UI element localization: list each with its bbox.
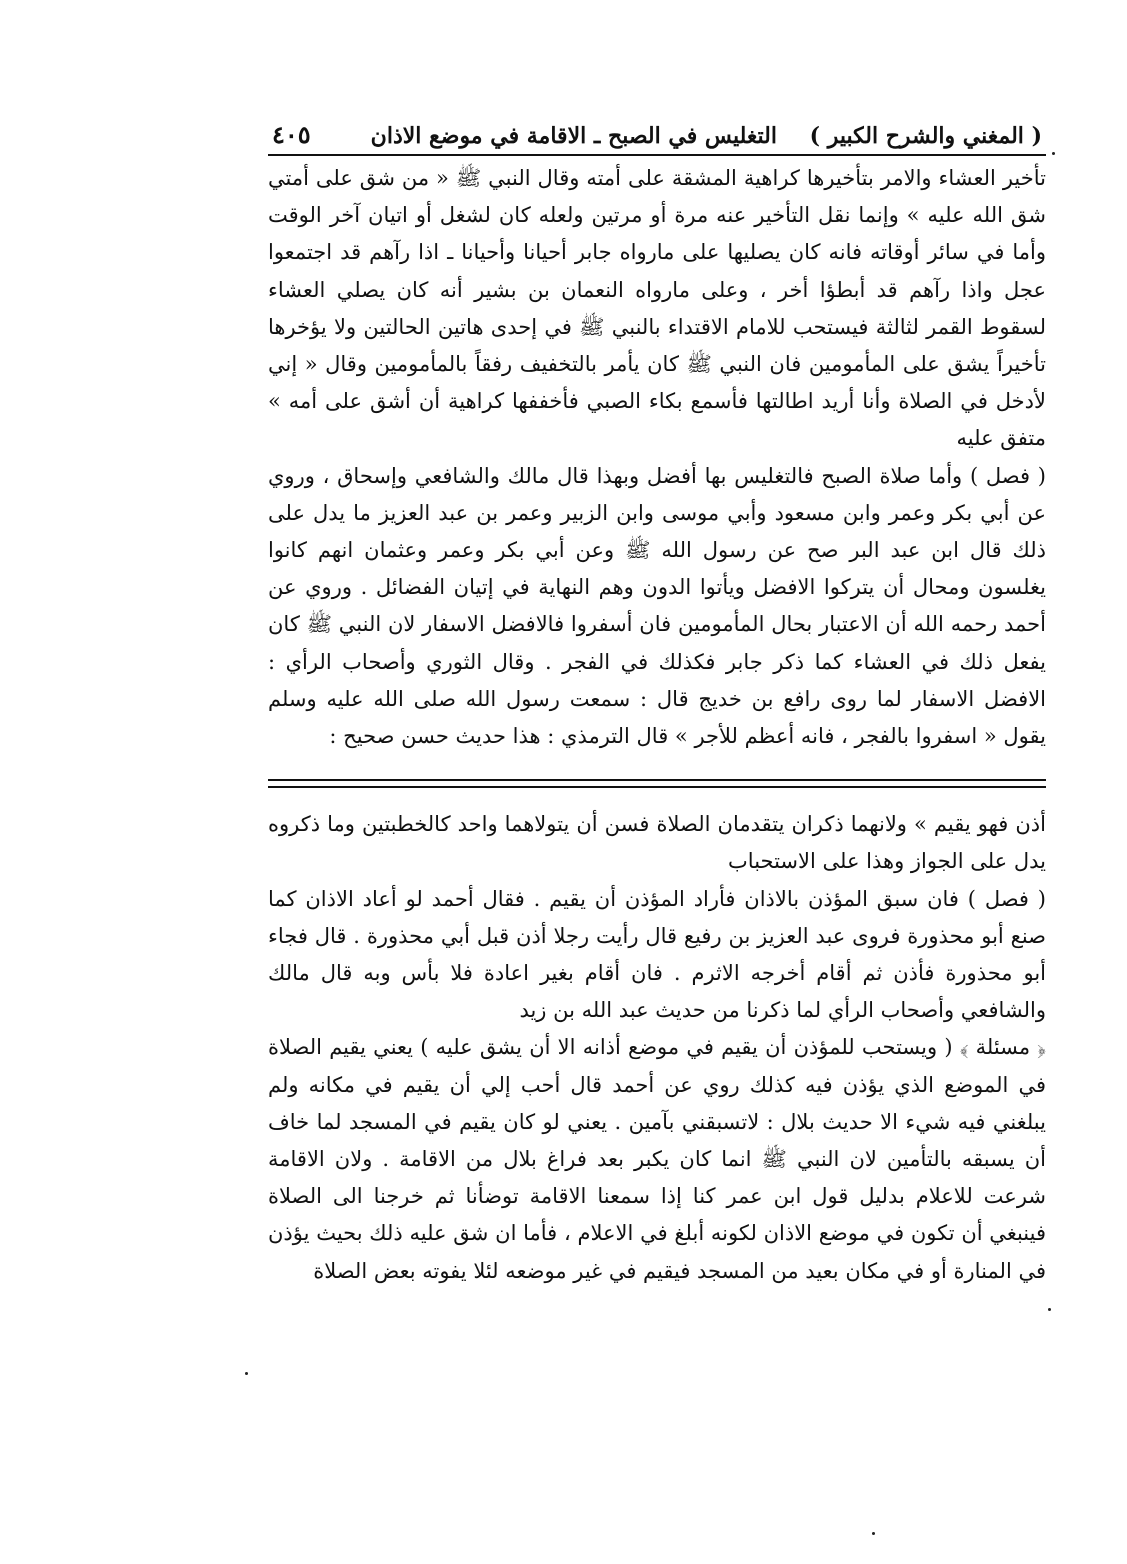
lower-text-block [268, 806, 1046, 1290]
paragraph: ﴿ مسئلة ﴾ ( ويستحب للمؤذن أن يقيم في موضع أذانه الا أن يشق عليه ) يعني يقيم الصلاة في الموضع الذي يؤذن فيه كذلك روي عن أحمد قال أحب إلي أن يقيم في مكانه ولم يبلغني فيه شيء الا حديث بلال : لاتسبقني بآمين . يعني لو كان يقيم في المسجد لما خاف أن يسبقه بالتأمين لان النبي ﷺ انما كان يكبر بعد فراغ بلال من الاقامة . ولان الاقامة شرعت للاعلام بدليل قول ابن عمر كنا إذا سمعنا الاقامة توضأنا ثم خرجنا الى الصلاة فينبغي أن تكون في موضع الاذان لكونه أبلغ في الاعلام ، فأما ان شق عليه ذلك بحيث يؤذن في المنارة أو في مكان بعيد من المسجد فيقيم في غير موضعه لئلا يفوته بعض الصلاة [268, 1035, 1046, 1283]
section-divider [268, 779, 1046, 788]
paragraph: تأخير العشاء والامر بتأخيرها كراهية المشقة على أمته وقال النبي ﷺ « من شق على أمتي شق الله عليه » وإنما نقل التأخير عنه مرة أو مرتين ولعله كان لشغل أو اتيان آخر الوقت وأما في سائر أوقاته فانه كان يصليها على مارواه جابر أحيانا وأحيانا ـ اذا رآهم قد اجتمعوا عجل واذا رآهم قد أبطؤا أخر ، وعلى مارواه النعمان بن بشير أنه كان يصلي العشاء لسقوط القمر لثالثة فيستحب للامام الاقتداء بالنبي ﷺ في إحدى هاتين الحالتين ولا يؤخرها تأخيراً يشق على المأمومين فان النبي ﷺ كان يأمر بالتخفيف رفقاً بالمأمومين وقال « إني لأدخل في الصلاة وأنا أريد اطالتها فأسمع بكاء الصبي فأخففها كراهية أن أشق على أمه » متفق عليه [268, 166, 1046, 451]
margin-dot [1048, 1308, 1051, 1311]
book-title: ( المغني والشرح الكبير ) [809, 123, 1042, 149]
section-subject: التغليس في الصبح ـ الاقامة في موضع الاذان [370, 123, 777, 149]
page-number: ٤٠٥ [272, 120, 311, 149]
margin-dot [1052, 152, 1055, 155]
paragraph: ( فصل ) وأما صلاة الصبح فالتغليس بها أفضل وبهذا قال مالك والشافعي وإسحاق ، وروي عن أبي بكر وعمر وابن مسعود وأبي موسى وابن الزبير وعمر بن عبد العزيز ما يدل على ذلك قال ابن عبد البر صح عن رسول الله ﷺ وعن أبي بكر وعمر وعثمان انهم كانوا يغلسون ومحال أن يتركوا الافضل ويأتوا الدون وهم النهاية في إتيان الفضائل . وروي عن أحمد رحمه الله أن الاعتبار بحال المأمومين فان أسفروا فالافضل الاسفار لان النبي ﷺ كان يفعل ذلك في العشاء كما ذكر جابر فكذلك في الفجر . وقال الثوري وأصحاب الرأي : الافضل الاسفار لما روى رافع بن خديج قال : سمعت رسول الله صلى الله عليه وسلم يقول « اسفروا بالفجر ، فانه أعظم للأجر » قال الترمذي : هذا حديث حسن صحيح : [268, 463, 1046, 749]
paragraph: ( فصل ) فان سبق المؤذن بالاذان فأراد المؤذن أن يقيم . فقال أحمد لو أعاد الاذان كما صنع أبو محذورة فروى عبد العزيز بن رفيع قال رأيت رجلا أذن قبل أبي محذورة . قال فجاء أبو محذورة فأذن ثم أقام أخرجه الاثرم . فان أقام بغير اعادة فلا بأس وبه قال مالك والشافعي وأصحاب الرأي لما ذكرنا من حديث عبد الله بن زيد [268, 886, 1046, 1023]
upper-text-block [268, 160, 1046, 755]
document-page [268, 116, 1046, 1290]
paragraph: أذن فهو يقيم » ولانهما ذكران يتقدمان الصلاة فسن أن يتولاهما واحد كالخطبتين وما ذكروه يدل على الجواز وهذا على الاستحباب [268, 812, 1046, 874]
margin-dot [872, 1532, 875, 1535]
margin-dot [245, 1372, 248, 1375]
running-header [268, 116, 1046, 156]
